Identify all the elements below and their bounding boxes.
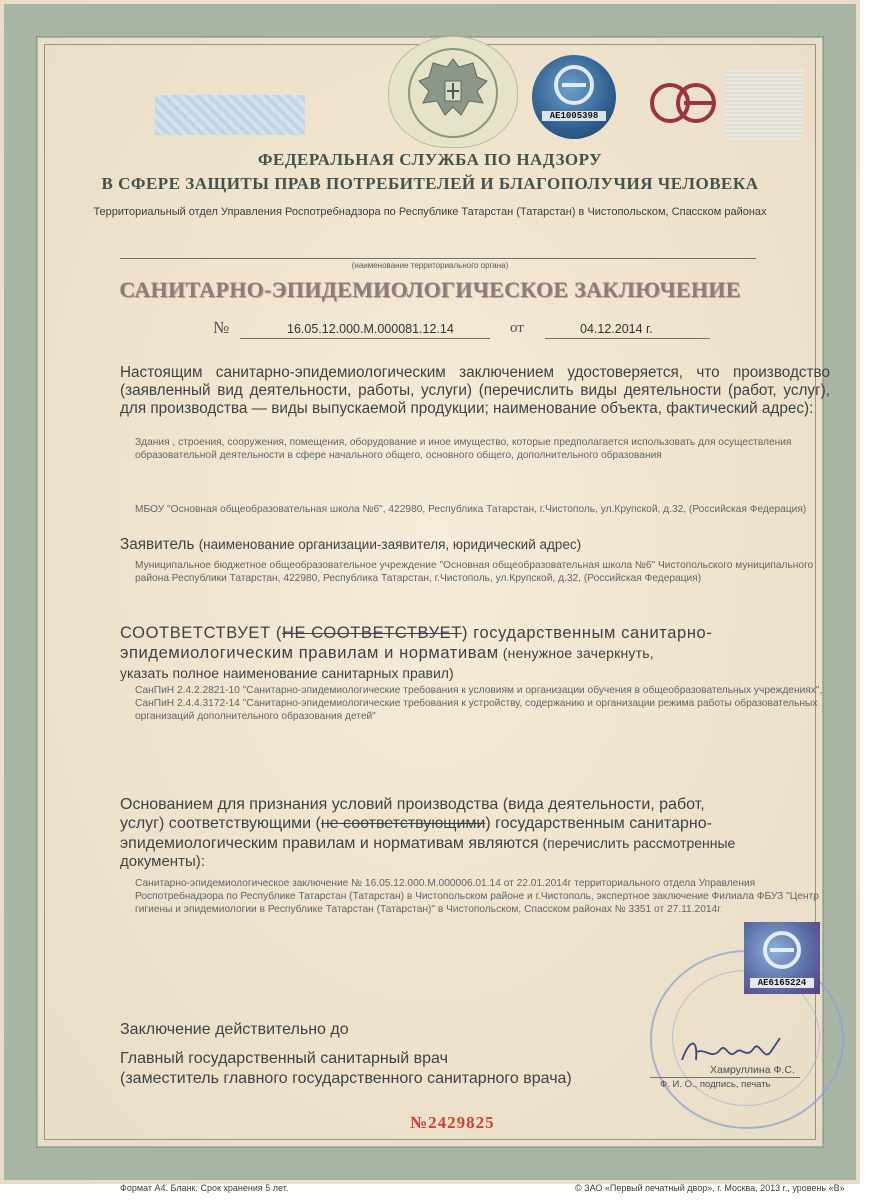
basis-rules: эпидемиологическим правилам и нормативам являются [120,835,539,852]
basis-line-3 [120,834,840,853]
sticker-code: АЕ6165224 [750,978,814,988]
se-sticker-icon [744,922,820,978]
se-mark-icon [532,55,616,115]
footer-left: Формат А4. Бланк. Срок хранения 5 лет. [120,1183,289,1193]
date-value: 04.12.2014 г. [580,322,653,336]
eagle-icon [389,37,517,147]
conformity-value: СанПиН 2.4.2.2821-10 "Санитарно-эпидемиологические требования к условиям и организации обучения в общеобразовательных учреждениях", СанПиН 2.4.4.3172-14 "Санитарно-эпидемиологические требования к устройству, содержанию и организации режима работы образовательных организаций дополнительного образования детей" [135,685,823,722]
number-underline [240,338,490,339]
basis-line-4: документы): [120,853,205,870]
number-value: 16.05.12.000.М.000081.12.14 [287,322,454,336]
document-title: САНИТАРНО-ЭПИДЕМИОЛОГИЧЕСКОЕ ЗАКЛЮЧЕНИЕ [119,277,741,302]
serial-number: №2429825 [410,1113,495,1132]
signature-caption: Ф. И. О., подпись, печать [660,1079,771,1090]
conformity-line-3: указать полное наименование санитарных правил) [120,665,454,681]
conformity-rules: эпидемиологическим правилам и нормативам [120,644,499,662]
conformity-line-2 [120,644,840,662]
agency-line-1: ФЕДЕРАЛЬНАЯ СЛУЖБА ПО НАДЗОРУ [257,150,603,169]
conformity-hint: (ненужное зачеркнуть, [498,645,654,661]
signer-title: Главный государственный санитарный врач [120,1050,448,1067]
hatched-block [725,70,803,140]
signer-title-deputy: (заместитель главного государственного санитарного врача) [120,1070,572,1087]
conformity-struck: НЕ СООТВЕТСТВУЕТ [281,624,462,642]
conformity-open-paren: ( [275,624,282,642]
conformity-line-1 [120,624,840,642]
territorial-caption: (наименование территориального органа) [351,261,509,270]
territorial-underline [120,258,756,259]
applicant-label: Заявитель [120,536,195,553]
basis-hint: (перечислить рассмотренные [538,835,736,851]
date-underline [545,338,710,339]
basis-struck: не соответствующими [320,815,486,832]
basis-line-1: Основанием для признания условий производства (вида деятельности, работ, [120,796,705,813]
certifies-object: Здания , строения, сооружения, помещения, оборудование и иное имущество, которые предполагается использовать для осуществления образовательной деятельности в сфере начального общего, основного общего, дополнительного образования [135,437,792,461]
se-logo-icon [648,78,718,128]
applicant-hint: (наименование организации-заявителя, юридический адрес) [198,537,582,552]
conformity-word: СООТВЕТСТВУЕТ [120,624,271,642]
number-label: № [213,318,230,337]
signature-underline [650,1077,800,1078]
basis-value: Санитарно-эпидемиологическое заключение № 16.05.12.000.М.000006.01.14 от 22.01.2014г территориального отдела Управления Роспотребнадзора по Республике Татарстан (Татарстан) в Чистопольском районе и г.Чистополь, экспертное заключение Филиала ФБУЗ "Центр гигиены и эпидемиологии в Республике Татарстан (Татарстан)" в Чистопольском, Спасском районах № 3351 от 27.11.2014г [135,878,819,915]
applicant-heading [120,536,840,554]
footer-right: © ЗАО «Первый печатный двор», г. Москва, 2013 г., уровень «В» [575,1183,845,1193]
hologram-seal [532,55,616,139]
agency-line-2: В СФЕРЕ ЗАЩИТЫ ПРАВ ПОТРЕБИТЕЛЕЙ И БЛАГОПОЛУЧИЯ ЧЕЛОВЕКА [101,174,759,193]
basis-line-2 [120,815,840,833]
certifies-address: МБОУ "Основная общеобразовательная школа №6", 422980, Республика Татарстан, г.Чистополь, ул.Крупской, д.32, (Российская Федерация) [135,504,807,515]
coat-of-arms-emblem [388,36,518,148]
signer-name: Хамруллина Ф.С. [710,1064,795,1076]
basis-text-a: услуг) соответствующими ( [120,815,321,832]
applicant-value: Муниципальное бюджетное общеобразовательное учреждение "Основная общеобразовательная школа №6" Чистопольского муниципального района Республики Татарстан, 422980, Республика Татарстан, г.Чистополь, ул.Крупской, д.32, (Российская Федерация) [135,560,814,584]
conformity-rest: ) государственным санитарно- [461,624,713,642]
hologram-code: АЕ1005398 [542,111,606,121]
hologram-strip [155,95,305,135]
hologram-sticker [744,922,820,994]
territorial-body: Территориальный отдел Управления Роспотребнадзора по Республике Татарстан (Татарстан) в Чистопольском, Спасском районах [93,206,767,218]
validity-label: Заключение действительно до [120,1021,349,1038]
date-from-label: от [510,320,524,336]
basis-text-b: ) государственным санитарно- [485,815,712,832]
certifies-paragraph: Настоящим санитарно-эпидемиологическим заключением удостоверяется, что производство (заявленный вид деятельности, работы, услуги) (перечислить виды деятельности (работ, услуг), для производства — виды выпускаемой продукции; наименование объекта, фактический адрес): [120,364,830,417]
